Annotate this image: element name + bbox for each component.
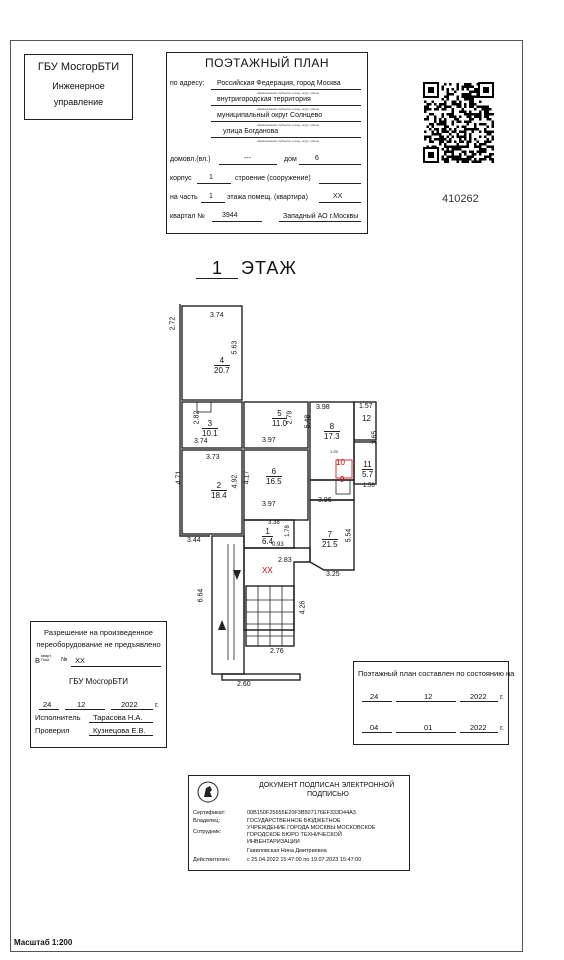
sig-owner2: УЧРЕЖДЕНИЕ ГОРОДА МОСКВЫ МОСКОВСКОЕ <box>247 825 376 831</box>
room-area: 11.0 <box>272 419 287 428</box>
dim-3-96: 3.96 <box>318 497 332 504</box>
dim-3-97-b: 3.97 <box>262 501 276 508</box>
dim-5-48: 5.48 <box>304 414 312 429</box>
address-line2: внутригородская территория <box>217 96 311 103</box>
signature-box <box>188 775 410 871</box>
floor-number-underline <box>196 278 238 279</box>
dom-label: дом <box>284 156 297 163</box>
dim-3-98: 3.98 <box>316 404 330 411</box>
executor-name: Тарасова Н.А. <box>93 713 143 722</box>
dim-3-44: 3.44 <box>187 537 201 544</box>
room-number: 7 <box>327 530 333 539</box>
dom-value: 6 <box>315 155 319 162</box>
dim-5-54: 5.54 <box>345 528 353 543</box>
dim-1-25: 1.25 <box>330 449 338 454</box>
title-block <box>166 52 368 234</box>
etazh-label: этажа помещ. (квартира) <box>227 194 308 201</box>
kvartal-value: 3944 <box>222 212 238 219</box>
permit-year-suffix: г. <box>155 700 159 709</box>
room-label <box>214 356 230 375</box>
state-d1-year: 2022 <box>470 692 487 701</box>
room-number: 11 <box>363 460 372 469</box>
address-hint2: наименование субъекта, город, округ, улицы <box>257 107 319 111</box>
sig-cert: 00B150F25655E20F3B507176EF333D44A3 <box>247 810 356 816</box>
dim-4-26: 4.26 <box>299 600 307 615</box>
checker-name: Кузнецова Е.В. <box>93 726 146 735</box>
room-number: 9 <box>340 475 345 484</box>
room-area: 18.4 <box>211 491 227 500</box>
address-hint3: наименование субъекта, город, округ, улицы <box>257 123 319 127</box>
room-label <box>272 409 287 428</box>
checker-label: Проверил <box>35 726 70 735</box>
dim-2-76: 2.76 <box>270 648 284 655</box>
kvartal-label: квартал № <box>170 213 205 220</box>
room-label <box>211 481 227 500</box>
state-d2-year: 2022 <box>470 723 487 732</box>
permit-day: 24 <box>43 700 52 709</box>
address-label: по адресу: <box>170 80 205 87</box>
room-area: 10.1 <box>202 429 218 438</box>
org-dept-line2: управление <box>53 97 104 107</box>
dim-1-56: 1.56 <box>363 483 375 489</box>
dim-3-38: 3.38 <box>268 520 280 526</box>
dim-3-74-top: 3.74 <box>210 312 224 319</box>
dim-4-71: 4.71 <box>175 470 183 485</box>
plan-title: ПОЭТАЖНЫЙ ПЛАН <box>204 56 330 70</box>
sig-employee-label: Сотрудник: <box>193 829 222 835</box>
stroenie-label: строение (сооружение) <box>235 175 311 182</box>
state-box <box>353 661 515 745</box>
room-number: 1 <box>265 527 270 536</box>
permit-v-label: В <box>35 656 41 665</box>
dim-2-72: 2.72 <box>169 316 177 331</box>
dim-3-25: 3.25 <box>326 571 340 578</box>
dim-6-64: 6.64 <box>197 588 205 603</box>
room-number: 3 <box>207 419 213 428</box>
qr-number: 410262 <box>442 193 479 205</box>
room-label <box>336 458 345 467</box>
room-label <box>362 460 373 479</box>
room-label <box>202 419 218 438</box>
permit-month: 12 <box>77 700 86 709</box>
permit-year: 2022 <box>121 700 138 709</box>
sig-cert-label: Сертификат: <box>193 810 226 816</box>
korpus-value: 1 <box>209 174 213 181</box>
room-mark-xx: XX <box>262 566 273 575</box>
sig-owner4: ИНВЕНТАРИЗАЦИИ <box>247 839 300 845</box>
room-label <box>322 530 338 549</box>
permit-box <box>30 621 167 748</box>
state-d1-month: 12 <box>424 692 433 701</box>
dim-2-79: 2.79 <box>286 410 294 425</box>
scale-label: Масштаб 1:200 <box>14 938 73 947</box>
room-number: 12 <box>362 414 371 423</box>
address-line1: Российская Федерация, город Москва <box>217 80 341 87</box>
sig-valid: с 25.04.2022 15:47:00 по 19.07.2023 15:47:00 <box>247 857 362 863</box>
permit-org: ГБУ МосгорБТИ <box>68 677 129 686</box>
dim-0-93: 0.93 <box>272 542 284 548</box>
dim-2-60: 2.60 <box>237 681 251 688</box>
state-title: Поэтажный план составлен по состоянию на <box>358 669 515 678</box>
permit-no-value: XX <box>75 656 86 665</box>
state-d1-suffix: г. <box>500 692 504 701</box>
permit-line1: Разрешение на произведенное <box>44 628 153 637</box>
state-d2-day: 04 <box>370 723 379 732</box>
sig-employee: Гавиловская Нина Дмитриевна <box>247 848 327 854</box>
sig-owner3: ГОРОДСКОЕ БЮРО ТЕХНИЧЕСКОЙ <box>247 832 342 838</box>
room-number: 10 <box>336 458 345 467</box>
room-area: 20.7 <box>214 366 230 375</box>
dim-3-74-mid: 3.74 <box>194 438 208 445</box>
dim-3-97-a: 3.97 <box>262 437 276 444</box>
address-hint1: наименование субъекта, город, округ, улицы <box>257 91 319 95</box>
dim-1-78: 1.78 <box>284 525 291 537</box>
sig-owner-label: Владелец: <box>193 818 220 824</box>
sig-title1: ДОКУМЕНТ ПОДПИСАН ЭЛЕКТРОННОЙ <box>259 782 395 789</box>
korpus-label: корпус <box>170 175 192 182</box>
room-number: 8 <box>329 422 335 431</box>
sig-owner1: ГОСУДАРСТВЕННОЕ БЮДЖЕТНОЕ <box>247 818 341 824</box>
room-label <box>324 422 340 441</box>
permit-line2: переоборудование не предъявлено <box>36 640 161 649</box>
state-d1-day: 24 <box>370 692 379 701</box>
address-line4: улица Богданова <box>223 128 279 135</box>
chast-value: 1 <box>209 193 213 200</box>
room-number: 4 <box>219 356 225 365</box>
room-label <box>340 475 344 484</box>
state-d2-suffix: г. <box>500 723 504 732</box>
room-area: 16.5 <box>266 477 282 486</box>
room-number: 6 <box>271 467 277 476</box>
domovl-label: домовл.(вл.) <box>170 156 211 163</box>
address-line3: муниципальный округ Солнцево <box>217 112 323 119</box>
dim-2-82: 2.82 <box>193 410 201 425</box>
dim-4-17: 4.17 <box>243 470 251 485</box>
qr-code <box>423 82 495 164</box>
district: Западный АО г.Москвы <box>283 213 359 220</box>
sig-valid-label: Действителен: <box>193 857 231 863</box>
floor-number: 1 <box>212 258 223 278</box>
address-hint4: наименование субъекта, город, округ, улицы <box>257 139 319 143</box>
room-number: 2 <box>216 481 222 490</box>
org-name: ГБУ МосгорБТИ <box>37 61 120 73</box>
permit-no-label: № <box>61 657 68 663</box>
sig-title2: ПОДПИСЬЮ <box>307 791 349 798</box>
floor-label: ЭТАЖ <box>241 258 297 278</box>
org-box <box>24 54 133 120</box>
room-area: 17.3 <box>324 432 340 441</box>
state-d2-month: 01 <box>424 723 433 732</box>
dim-5-63: 5.63 <box>231 340 239 355</box>
chast-label: на часть <box>170 194 198 201</box>
org-dept-line1: Инженерное <box>52 81 105 91</box>
dim-3-65: 3.65 <box>371 430 379 445</box>
room-label <box>362 414 371 423</box>
dim-1-57: 1.57 <box>359 403 373 410</box>
permit-v-sub: кварт. Пом. <box>41 653 52 662</box>
domovl-value: --- <box>244 155 251 162</box>
room-area: 5.7 <box>362 470 374 479</box>
room-number: 5 <box>277 409 282 418</box>
room-label <box>266 467 282 486</box>
moscow-emblem-icon <box>197 781 219 803</box>
room-area: 6.4 <box>262 537 274 546</box>
room-area: 21.5 <box>322 540 338 549</box>
dim-3-73: 3.73 <box>206 454 220 461</box>
executor-label: Исполнитель <box>35 713 81 722</box>
etazh-value: XX <box>333 193 343 200</box>
dim-2-83: 2.83 <box>278 557 292 564</box>
dim-4-92: 4.92 <box>231 474 239 489</box>
